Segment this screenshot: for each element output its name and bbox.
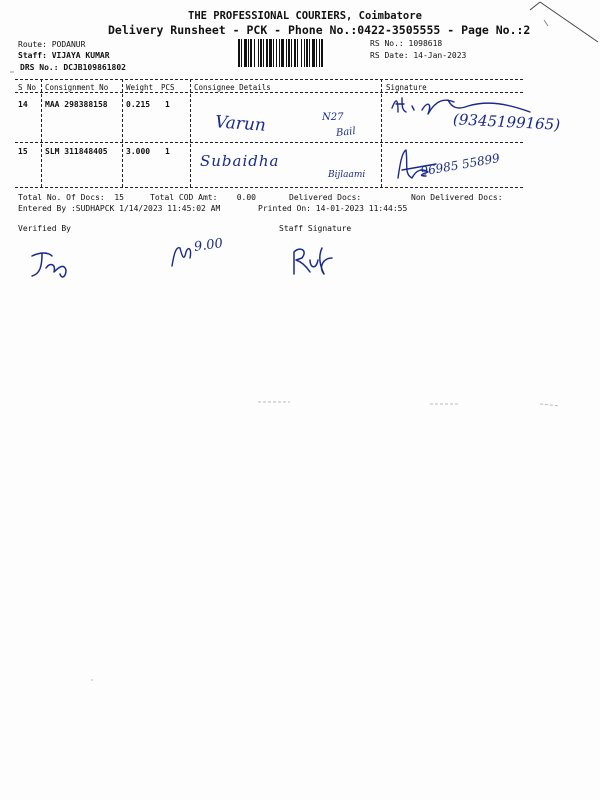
row-consignment-no: MAA 298388158 [45,100,108,109]
col-header-consignee: Consignee Details [194,83,271,92]
col-header-weight: Weight [126,83,154,92]
rs-number: RS No.: 1098618 [370,39,443,48]
col-header-consignment: Consignment No [45,83,109,92]
row-pcs: 1 [165,147,170,156]
total-docs: Total No. Of Docs: 15 [18,193,124,202]
entered-by: Entered By :SUDHAPCK 1/14/2023 11:45:02 AM [18,204,221,213]
staff-label: Staff: VIJAYA KUMAR [18,51,110,60]
company-title: THE PROFESSIONAL COURIERS, Coimbatore [188,10,422,22]
rs-date: RS Date: 14-Jan-2023 [370,51,467,60]
printed-on: Printed On: 14-01-2023 11:44:55 [258,204,408,213]
row-sno: 14 [18,100,28,109]
drs-number: DRS No.: DCJB109861802 [20,63,126,72]
signature-phone: 96985 55899 [419,150,501,179]
consignee-note: Bijlaami [328,170,366,180]
col-header-signature: Signature [386,83,427,92]
row-consignment-no: SLM 311848405 [45,147,108,156]
consignee-note: N27 [322,112,344,123]
col-header-pcs: PCS [161,83,175,92]
row-weight: 0.215 [126,100,151,109]
col-header-sno: S No [18,83,37,92]
handwritten-note: 9.00 [193,236,224,255]
non-delivered-docs: Non Delivered Docs: [411,193,503,202]
signature-phone: (9345199165) [452,110,561,134]
staff-signature-label: Staff Signature [279,224,352,233]
row-pcs: 1 [165,100,170,109]
consignee-handwriting: Subaidha [200,152,280,170]
runsheet-title: Delivery Runsheet - PCK - Phone No.:0422-3505555 - Page No.:2 [108,23,531,37]
delivered-docs: Delivered Docs: [289,193,362,202]
total-cod: Total COD Amt: 0.00 [150,193,256,202]
row-sno: 15 [18,147,28,156]
consignee-handwriting: Varun [214,112,267,136]
route-label: Route: PODANUR [18,40,86,49]
row-weight: 3.000 [126,147,151,156]
verified-by-label: Verified By [18,224,71,233]
consignee-note: Bail [335,125,357,140]
